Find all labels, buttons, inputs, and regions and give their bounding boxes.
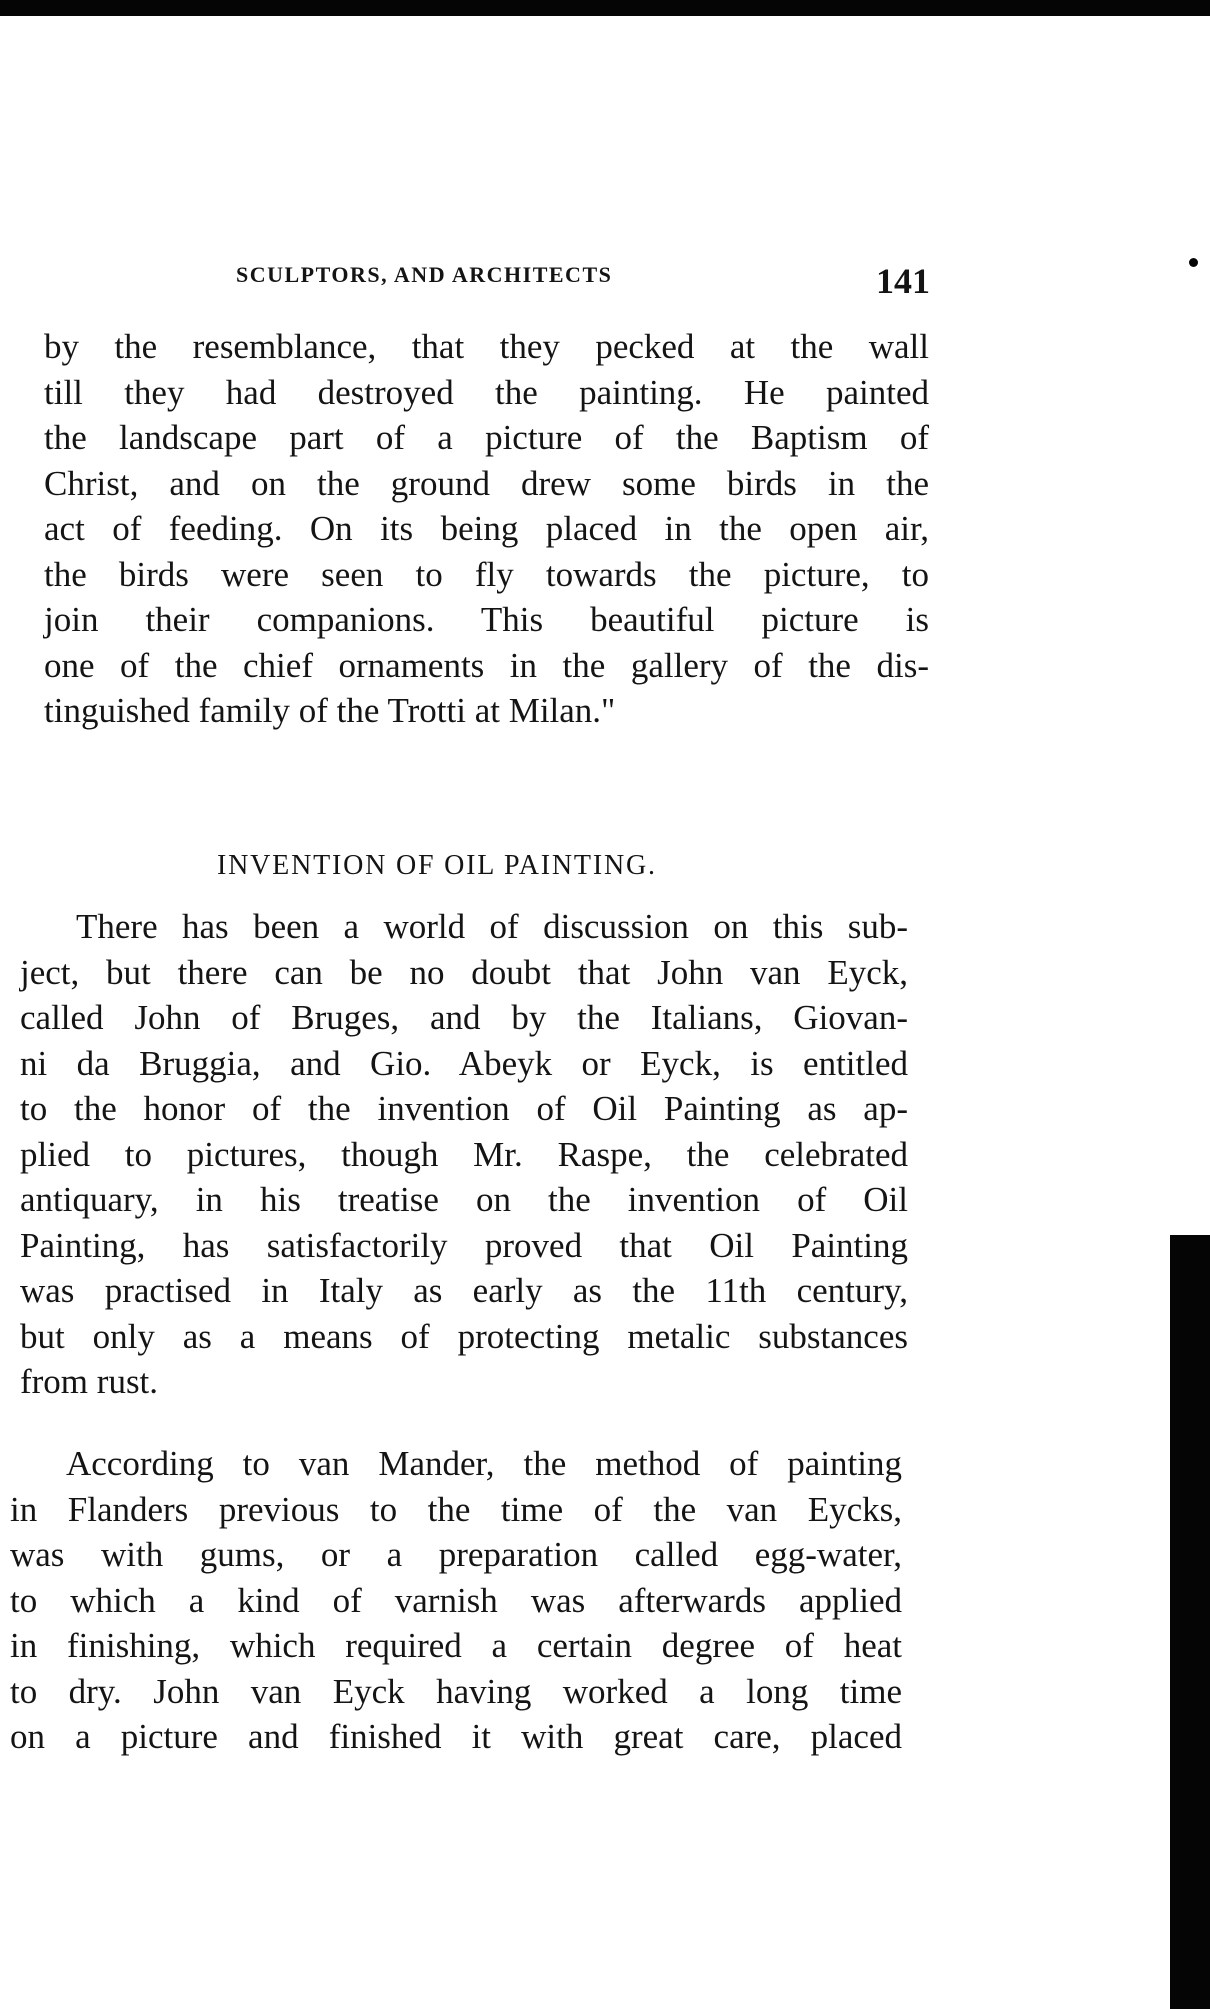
paragraph-invention <box>20 904 908 1405</box>
text-line: act of feeding. On its being placed in the open air, <box>44 509 929 548</box>
text-line: tinguished family of the Trotti at Milan." <box>44 691 616 730</box>
text-line: ject, but there can be no doubt that John van Eyck, <box>20 952 908 992</box>
text-line: called John of Bruges, and by the Italians, Giovan- <box>20 998 908 1037</box>
text-line: plied to pictures, though Mr. Raspe, the celebrated <box>20 1134 908 1174</box>
text-line: on a picture and finished it with great care, placed <box>10 1717 902 1756</box>
text-line: was with gums, or a preparation called egg-water, <box>10 1535 902 1574</box>
text-line: Painting, has satisfactorily proved that Oil Painting <box>20 1225 908 1265</box>
section-heading: INVENTION OF OIL PAINTING. <box>217 850 657 881</box>
text-line: the landscape part of a picture of the Baptism of <box>44 418 929 457</box>
text-line: was practised in Italy as early as the 11th century, <box>20 1271 908 1310</box>
text-line: to dry. John van Eyck having worked a long time <box>10 1671 902 1711</box>
text-line: There has been a world of discussion on this sub- <box>76 907 908 946</box>
running-title: SCULPTORS, AND ARCHITECTS <box>236 262 613 287</box>
text-line: to which a kind of varnish was afterwards applied <box>10 1580 902 1620</box>
text-line: the birds were seen to fly towards the picture, to <box>44 554 929 594</box>
text-line: in Flanders previous to the time of the van Eycks, <box>10 1489 902 1529</box>
text-line: antiquary, in his treatise on the invention of Oil <box>20 1180 908 1219</box>
text-line: but only as a means of protecting metalic substances <box>20 1316 908 1356</box>
text-line: till they had destroyed the painting. He painted <box>44 372 929 412</box>
text-line: join their companions. This beautiful picture is <box>44 600 929 639</box>
paragraph-van-mander <box>10 1441 902 1760</box>
paragraph-continued <box>44 324 929 734</box>
text-line: to the honor of the invention of Oil Painting as ap- <box>20 1089 908 1128</box>
text-line: ni da Bruggia, and Gio. Abeyk or Eyck, is entitled <box>20 1043 908 1083</box>
text-line: According to van Mander, the method of painting <box>66 1444 902 1483</box>
text-line: by the resemblance, that they pecked at the wall <box>44 327 929 366</box>
text-line: one of the chief ornaments in the gallery of the dis- <box>44 645 929 685</box>
text-line: in finishing, which required a certain degree of heat <box>10 1626 902 1665</box>
page-number: 141 <box>876 261 930 301</box>
text-line: Christ, and on the ground drew some birds in the <box>44 463 929 503</box>
text-line: from rust. <box>20 1362 159 1401</box>
